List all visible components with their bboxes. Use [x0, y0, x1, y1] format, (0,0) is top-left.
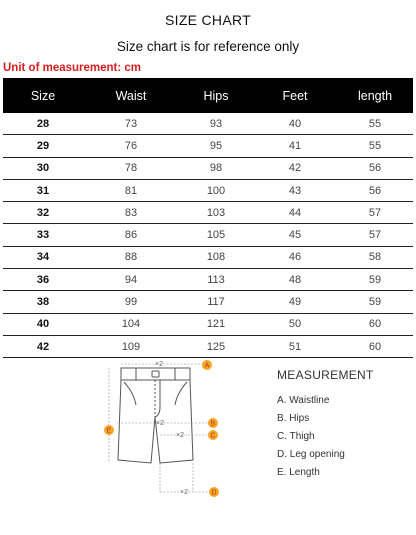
cell-length: 57 — [368, 229, 382, 242]
cell-length: 56 — [368, 184, 382, 197]
x2-label: ×2 — [156, 420, 164, 427]
cell-feet: 40 — [288, 117, 302, 130]
cell-size: 36 — [36, 273, 50, 286]
cell-size: 34 — [36, 251, 50, 264]
left-pocket — [124, 382, 136, 405]
table-row — [3, 158, 413, 180]
marker-b — [208, 418, 218, 428]
cell-size: 30 — [36, 162, 50, 175]
x2-label: ×2 — [180, 489, 188, 496]
table-row — [3, 224, 413, 246]
cell-waist: 109 — [121, 340, 141, 353]
chart-subtitle: Size chart is for reference only — [116, 39, 300, 54]
cell-hips: 125 — [206, 340, 226, 353]
cell-length: 55 — [368, 139, 382, 152]
button-shape — [152, 371, 159, 377]
marker-a-label: A — [204, 362, 210, 370]
table-row — [3, 180, 413, 202]
cell-feet: 49 — [288, 296, 302, 309]
cell-size: 28 — [36, 117, 50, 130]
cell-waist: 88 — [124, 251, 138, 264]
x2-label: ×2 — [176, 432, 184, 439]
header-size: Size — [30, 88, 56, 103]
cell-hips: 105 — [206, 229, 226, 242]
marker-e-label: E — [106, 427, 112, 435]
marker-c — [208, 430, 218, 440]
marker-b-label: B — [210, 420, 216, 428]
table-row — [3, 113, 413, 135]
cell-feet: 51 — [288, 340, 302, 353]
cell-hips: 121 — [206, 318, 226, 331]
cell-length: 60 — [368, 318, 382, 331]
table-row — [3, 314, 413, 336]
cell-waist: 104 — [121, 318, 141, 331]
header-waist: Waist — [115, 88, 147, 103]
cell-waist: 76 — [124, 139, 138, 152]
table-body — [3, 113, 413, 358]
cell-length: 58 — [368, 251, 382, 264]
cell-feet: 50 — [288, 318, 302, 331]
header-feet: Feet — [282, 88, 308, 103]
table-row — [3, 247, 413, 269]
cell-length: 55 — [368, 117, 382, 130]
cell-feet: 41 — [288, 139, 302, 152]
legend-item-waistline: A. Waistline — [277, 395, 330, 406]
marker-a — [202, 360, 212, 370]
table-header — [3, 78, 413, 113]
legend-item-hips: B. Hips — [277, 413, 310, 424]
fly-curve — [155, 380, 160, 417]
cell-size: 40 — [36, 318, 50, 331]
marker-e — [104, 425, 114, 435]
header-hips: Hips — [203, 88, 229, 103]
legend-item-thigh: C. Thigh — [277, 431, 315, 442]
table-row — [3, 135, 413, 157]
cell-size: 33 — [36, 229, 50, 242]
cell-length: 60 — [368, 340, 382, 353]
header-length: length — [357, 88, 393, 103]
right-pocket — [175, 382, 187, 405]
cell-feet: 46 — [288, 251, 302, 264]
cell-waist: 73 — [124, 117, 138, 130]
cell-size: 31 — [36, 184, 50, 197]
waistband-shape — [121, 368, 190, 380]
x2-label: ×2 — [155, 361, 163, 368]
cell-hips: 103 — [206, 206, 226, 219]
marker-c-label: C — [210, 432, 216, 440]
cell-size: 32 — [36, 206, 50, 219]
cell-waist: 78 — [124, 162, 138, 175]
marker-d — [209, 487, 219, 497]
legend-title: MEASUREMENT — [277, 368, 374, 382]
cell-size: 42 — [36, 340, 50, 353]
cell-feet: 45 — [288, 229, 302, 242]
measurement-legend — [277, 368, 374, 482]
marker-d-label: D — [211, 489, 217, 497]
cell-size: 29 — [36, 139, 50, 152]
cell-size: 38 — [36, 296, 50, 309]
legend-item-leg-opening: D. Leg opening — [277, 449, 345, 460]
cell-feet: 48 — [288, 273, 302, 286]
shorts-diagram — [96, 355, 236, 530]
cell-feet: 43 — [288, 184, 302, 197]
cell-length: 59 — [368, 296, 382, 309]
cell-hips: 95 — [209, 139, 223, 152]
cell-waist: 99 — [124, 296, 138, 309]
cell-feet: 44 — [288, 206, 302, 219]
cell-waist: 83 — [124, 206, 138, 219]
cell-hips: 100 — [206, 184, 226, 197]
legend-item-length: E. Length — [277, 467, 320, 478]
table-row — [3, 269, 413, 291]
cell-waist: 81 — [124, 184, 138, 197]
cell-hips: 93 — [209, 117, 223, 130]
cell-hips: 98 — [209, 162, 223, 175]
table-row — [3, 291, 413, 313]
size-table — [3, 78, 413, 358]
cell-length: 57 — [368, 206, 382, 219]
cell-length: 59 — [368, 273, 382, 286]
table-row — [3, 202, 413, 224]
chart-title: SIZE CHART — [165, 12, 251, 28]
cell-waist: 94 — [124, 273, 138, 286]
cell-hips: 108 — [206, 251, 226, 264]
cell-waist: 86 — [124, 229, 138, 242]
cell-length: 56 — [368, 162, 382, 175]
cell-hips: 113 — [207, 273, 225, 286]
cell-feet: 42 — [288, 162, 302, 175]
cell-hips: 117 — [207, 296, 225, 309]
unit-note: Unit of measurement: cm — [3, 62, 142, 74]
